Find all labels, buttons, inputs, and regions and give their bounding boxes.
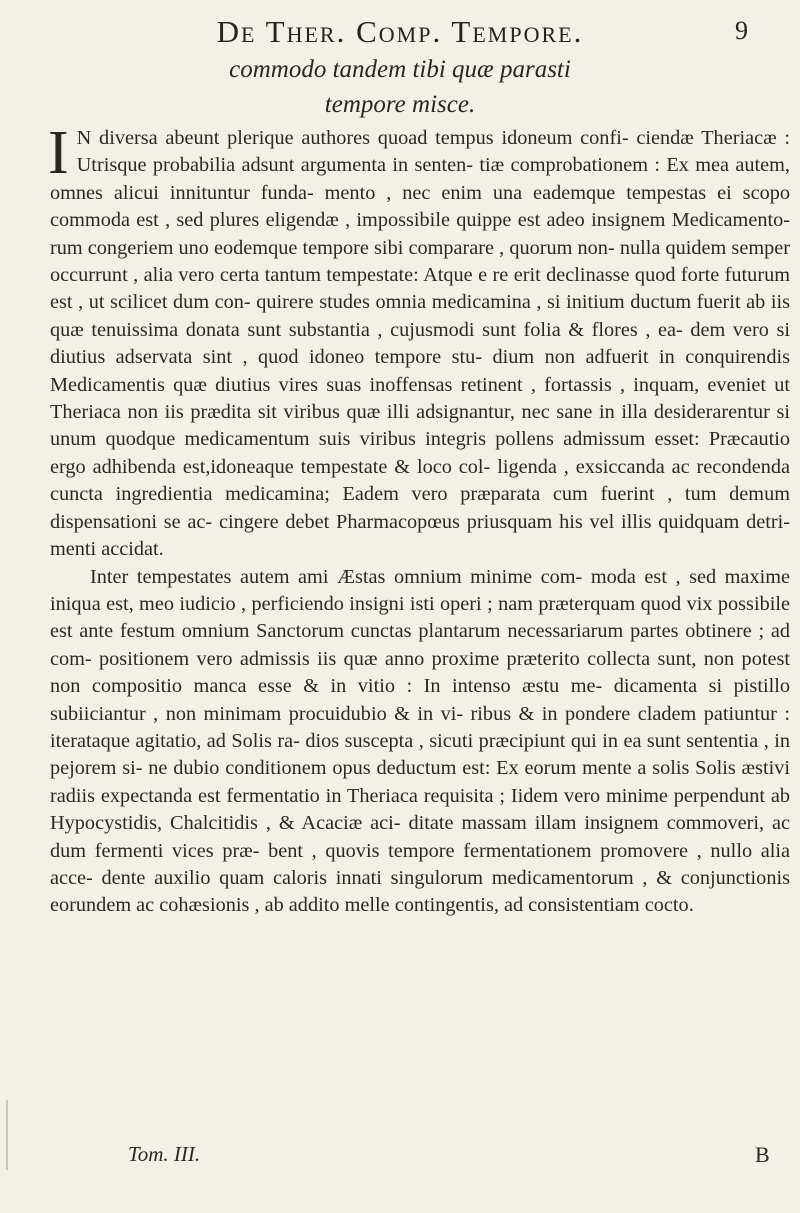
- paragraph-1: [48, 119, 790, 564]
- paragraph-1-text: N diversa abeunt plerique authores quoad tempus idoneum confi- ciendæ Theriacæ : Utrisque probabilia adsunt argumenta in senten- tiæ comprobationem : Ex mea autem, omnes alicui innituntur funda- mento , nec enim una eademque tempestas ei scopo commoda est , sed plures eligendæ , impossibile quippe est adeo insignem Medicamento- rum congeriem uno eodemque tempore sibi comparare , quorum non- nulla quidem semper occurrunt , alia vero certa tantum tempestate: Atque e re erit declinasse quod forte futurum est , ut scilicet dum con- quirere studes omnia medicamina , si initium ductum fuerit ab iis quæ tenuissima donata sunt substantia , cujusmodi sunt folia & flores , ea- dem vero si diutius adservata sint , quod idoneo tempore stu- dium non adfuerit in conquirendis Medicamentis quæ diutius vires suas inoffensas retinent , fortassis , inquam, eveniet ut Theriaca non iis prædita sit viribus quæ illi adsignantur, nec sane in illa desiderarentur si unum quodque medicamentum suis viribus integris pollens admissum esset: Præcautio ergo adhibenda est,idoneaque tempestate & loco col- ligenda , exsiccanda ac recondenda cuncta ingredientia medicamina; Eadem vero præparata cum fuerint , tum demum dispensationi se ac- cingere debet Pharmacopœus priusquam his vel illis quidquam detri- menti accidat.: [50, 127, 790, 561]
- section-title-line-2: tempore misce.: [324, 91, 476, 118]
- volume-mark: Tom. III.: [128, 1142, 201, 1166]
- paragraph-2-text: Inter tempestates autem ami Æstas omnium minime com- moda est , sed maxime iniqua est, meo iudicio , perficiendo insigni isti operi ; nam præterquam quod vix possibile est ante festum omnium Sanctorum cunctas plantarum necessariarum partes obtinere ; ad com- positionem vero admissis iis quæ anno proxime præterito collecta sunt, non potest non compositio manca esse & in vitio : In intenso æstu me- dicamenta si pistillo subiiciantur , non minimam procuidubio & in vi- ribus & in pondere cladem patiuntur : iterataque agitatio, ad Solis ra- dios suscepta , sicuti præcipiunt qui in ea sunt sententia , in pejorem si- ne dubio conditionem opus deductum est: Ex eorum mente a solis Solis æstivi radiis expectanda est fermentatio in Theriaca requisita ; Iidem vero minime perpendunt ab Hypocystidis, Chalcitidis , & Acaciæ aci- ditate massam illam insignem commoveri, ac dum fermenti vices præ- bent , quovis tempore fermentationem promovere , nullo alia acce- dente auxilio quam caloris innati singulorum medicamentorum , & conjunctionis eorundem ac cohæsionis , ab addito melle contingentis, ad consistentiam cocto.: [50, 565, 790, 917]
- body-text: [48, 119, 790, 920]
- page-footer: [0, 1142, 800, 1172]
- page-number: 9: [735, 16, 748, 45]
- section-title: [0, 52, 800, 122]
- page-header: [0, 14, 800, 54]
- paragraph-2: [50, 564, 790, 920]
- section-title-line-1: commodo tandem tibi quæ parasti: [229, 56, 571, 83]
- running-head: De Ther. Comp. Tempore.: [216, 14, 584, 49]
- drop-cap: I: [48, 119, 69, 187]
- signature-mark: B: [755, 1142, 770, 1167]
